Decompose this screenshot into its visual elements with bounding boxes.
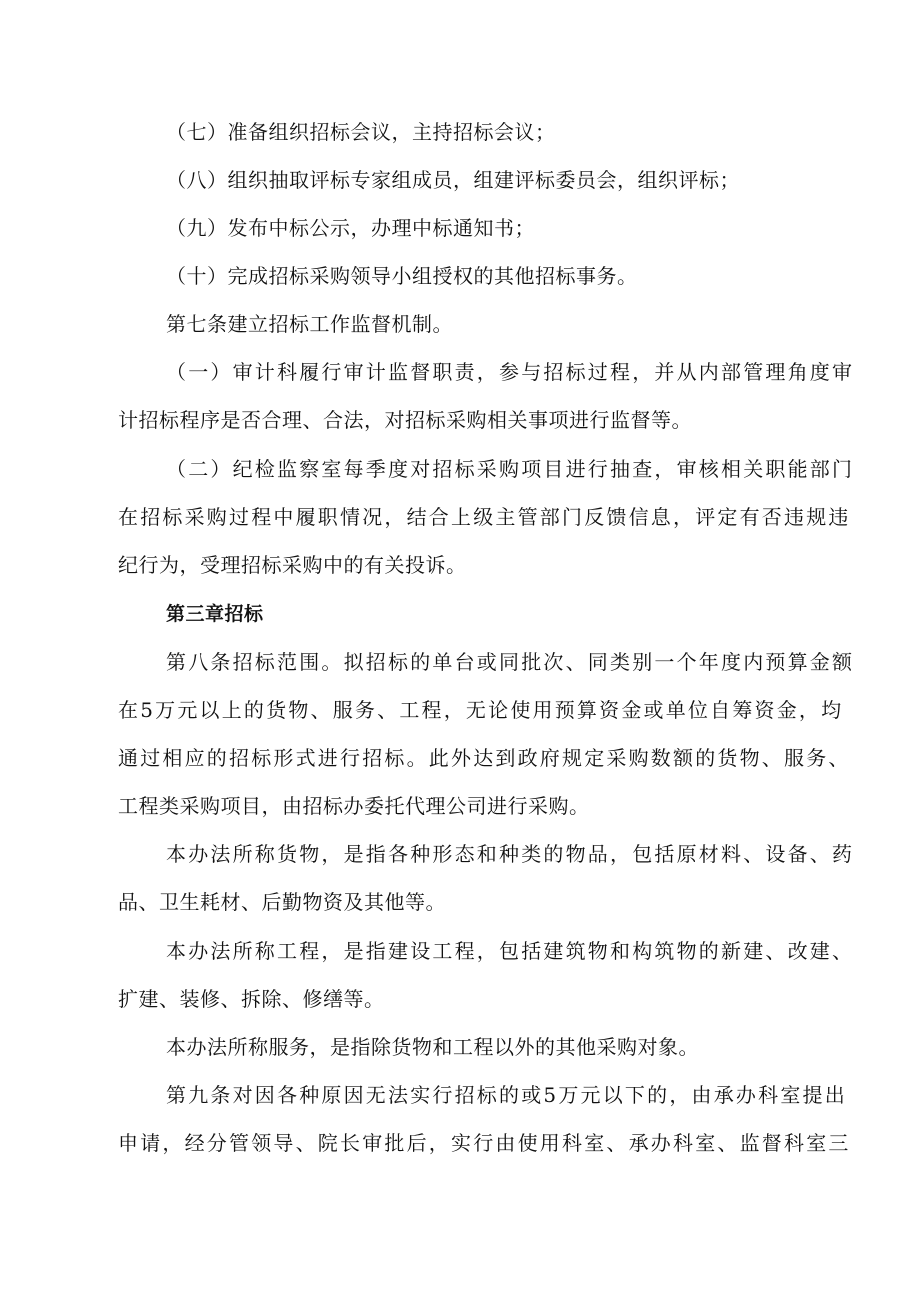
paragraph-line: （十）完成招标采购领导小组授权的其他招标事务。 [166, 264, 638, 288]
paragraph-line: （二）纪检监察室每季度对招标采购项目进行抽查，审核相关职能部门 [166, 457, 855, 481]
paragraph-line: 本办法所称服务，是指除货物和工程以外的其他采购对象。 [166, 1035, 699, 1059]
paragraph-line: 第九条对因各种原因无法实行招标的或5万元以下的，由承办科室提出 [166, 1083, 847, 1107]
paragraph-line: 计招标程序是否合理、合法，对招标采购相关事项进行监督等。 [118, 408, 692, 432]
paragraph-line: 第八条招标范围。拟招标的单台或同批次、同类别一个年度内预算金额 [166, 650, 855, 674]
paragraph-line: （八）组织抽取评标专家组成员，组建评标委员会，组织评标； [166, 168, 740, 192]
paragraph-line: 在5万元以上的货物、服务、工程，无论使用预算资金或单位自筹资金，均 [118, 698, 844, 722]
paragraph-line: 工程类采购项目，由招标办委托代理公司进行采购。 [118, 794, 590, 818]
article-heading: 第七条建立招标工作监督机制。 [166, 312, 453, 336]
paragraph-line: 扩建、装修、拆除、修缮等。 [118, 987, 385, 1011]
paragraph-line: 本办法所称货物，是指各种形态和种类的物品，包括原材料、设备、药 [166, 842, 855, 866]
paragraph-line: 纪行为，受理招标采购中的有关投诉。 [118, 553, 467, 577]
paragraph-line: （七）准备组织招标会议，主持招标会议； [166, 120, 556, 144]
paragraph-line: 通过相应的招标形式进行招标。此外达到政府规定采购数额的货物、服务、 [118, 746, 851, 770]
paragraph-line: 品、卫生耗材、后勤物资及其他等。 [118, 890, 446, 914]
paragraph-line: 申请，经分管领导、院长审批后，实行由使用科室、承办科室、监督科室三 [118, 1131, 851, 1155]
paragraph-line: 本办法所称工程，是指建设工程，包括建筑物和构筑物的新建、改建、 [166, 939, 855, 963]
paragraph-line: （一）审计科履行审计监督职责，参与招标过程，并从内部管理角度审 [166, 360, 855, 384]
paragraph-line: 在招标采购过程中履职情况，结合上级主管部门反馈信息，评定有否违规违 [118, 505, 851, 529]
paragraph-line: （九）发布中标公示，办理中标通知书； [166, 216, 535, 240]
chapter-heading: 第三章招标 [166, 603, 264, 625]
